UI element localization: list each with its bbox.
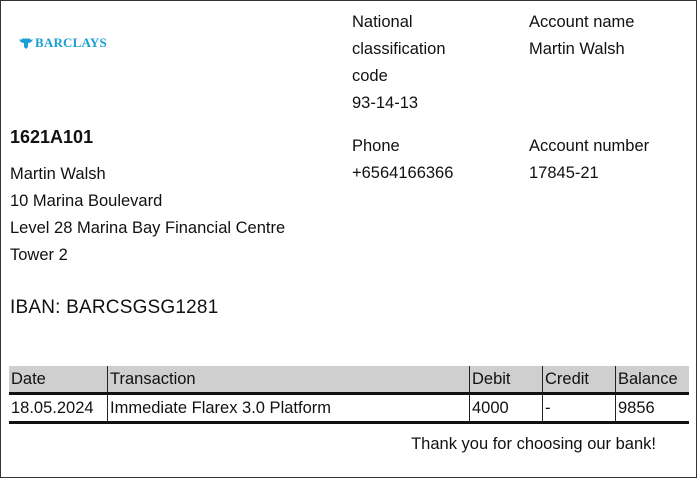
iban: IBAN: BARCSGSG1281 <box>10 297 219 318</box>
footer-message: Thank you for choosing our bank! <box>411 435 656 453</box>
phone-value: +6564166366 <box>352 164 454 182</box>
address-line: 10 Marina Boulevard <box>10 192 163 210</box>
column-header-balance: Balance <box>616 366 690 394</box>
column-header-date: Date <box>9 366 108 394</box>
cell-credit: - <box>543 394 616 423</box>
phone-block <box>352 133 453 187</box>
cell-transaction: Immediate Flarex 3.0 Platform <box>108 394 470 423</box>
account-name-value: Martin Walsh <box>529 40 625 58</box>
account-number-value: 17845-21 <box>529 164 599 182</box>
column-header-debit: Debit <box>470 366 543 394</box>
statement-reference: 1621A101 <box>10 127 94 147</box>
cell-debit: 4000 <box>470 394 543 423</box>
eagle-icon <box>19 37 33 49</box>
column-header-credit: Credit <box>543 366 616 394</box>
table-row <box>9 394 689 423</box>
customer-address <box>10 161 285 269</box>
cell-balance: 9856 <box>616 394 690 423</box>
national-code-block <box>352 9 446 117</box>
national-code-label: code <box>352 67 388 85</box>
address-line: Tower 2 <box>10 246 68 264</box>
phone-label: Phone <box>352 137 400 155</box>
account-number-block <box>529 133 649 187</box>
bank-logo <box>19 35 107 51</box>
address-line: Level 28 Marina Bay Financial Centre <box>10 219 286 237</box>
bank-logo-text: BARCLAYS <box>35 35 107 50</box>
account-name-label: Account name <box>529 13 635 31</box>
account-name-block <box>529 9 634 63</box>
national-code-label: classification <box>352 40 446 58</box>
address-line: Martin Walsh <box>10 165 106 183</box>
transactions-table <box>9 366 689 424</box>
column-header-transaction: Transaction <box>108 366 470 394</box>
account-number-label: Account number <box>529 137 650 155</box>
table-header-row <box>9 366 689 394</box>
national-code-label: National <box>352 13 413 31</box>
national-code-value: 93-14-13 <box>352 94 419 112</box>
cell-date: 18.05.2024 <box>9 394 108 423</box>
